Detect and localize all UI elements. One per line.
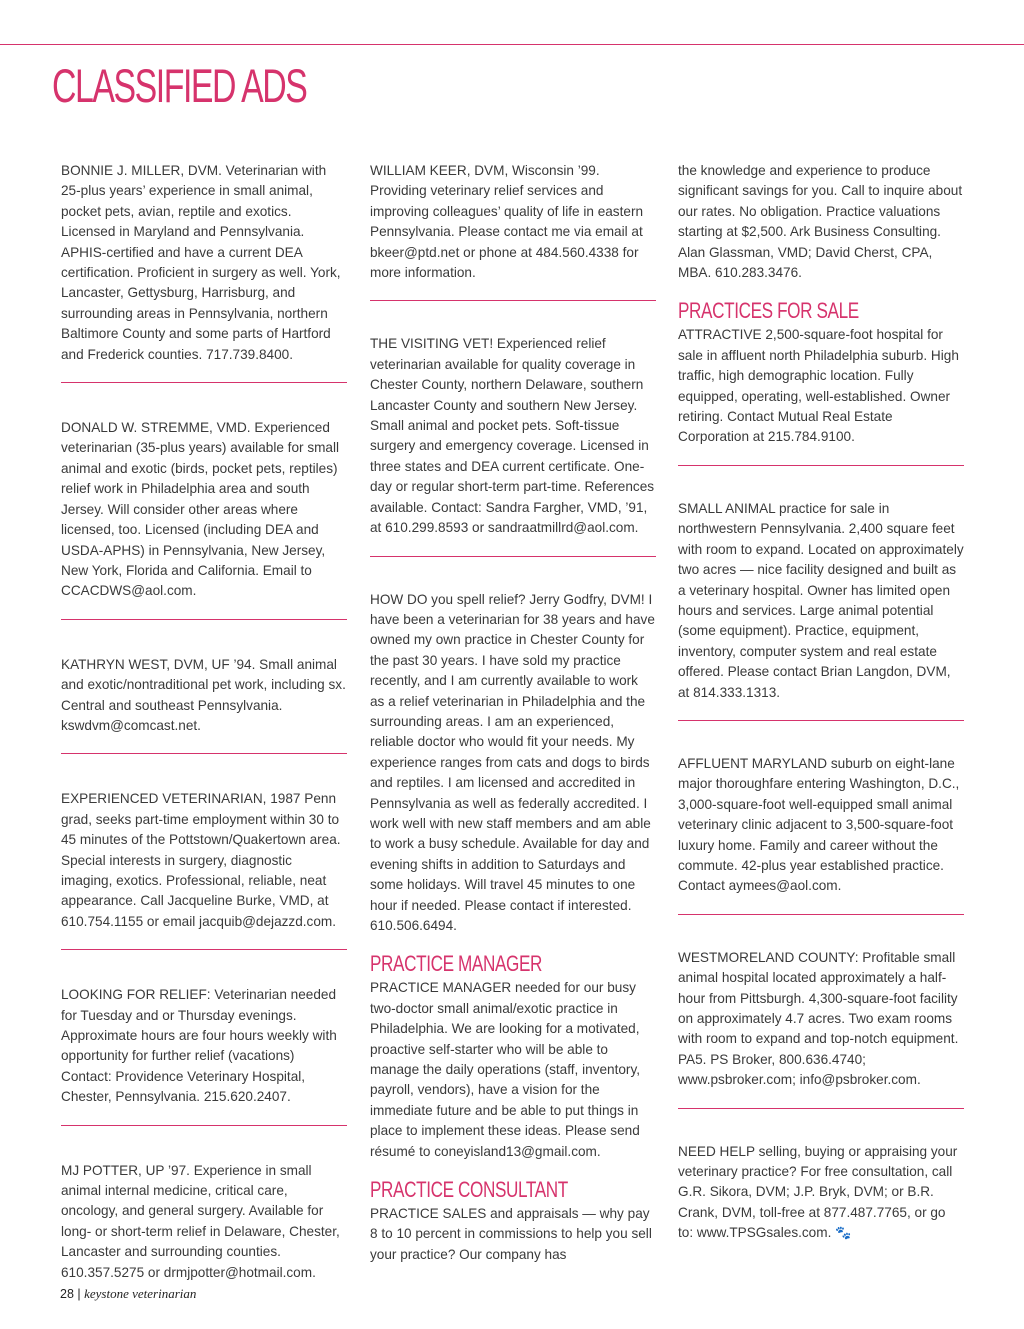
divider <box>678 914 964 915</box>
divider <box>678 1108 964 1109</box>
ad-attractive-hospital: ATTRACTIVE 2,500-square-foot hospital for sale in affluent north Philadelphia suburb. High traffic, high demographic location. Fully equipped, operating, well-established. Owner retiring. Contact Mutual Real Estate Corporation at 215.784.9100. <box>678 327 959 445</box>
ad-donald-stremme: DONALD W. STREMME, VMD. Experienced veterinarian (35-plus years) available for small animal and exotic (birds, pocket pets, reptiles) relief work in Philadelphia area and south Jersey. Will consider other areas where licensed, too. Licensed (including DEA and USDA-APHS) in Pennsylvania, New Jersey, New York, Florida and California. Email to CCACDWS@aol.com. <box>61 420 340 599</box>
top-rule <box>0 44 1024 45</box>
column-1 <box>61 161 347 1283</box>
section-heading-practice-consultant: PRACTICE CONSULTANT <box>370 1177 568 1203</box>
publication-name: keystone veterinarian <box>84 1286 197 1301</box>
ad-mj-potter: MJ POTTER, UP ’97. Experience in small animal internal medicine, critical care, oncology, and general surgery. Available for long- or short-term relief in Delaware, Chester, Lancaster and surrounding counties. 610.357.5275 or drmjpotter@hotmail.com. <box>61 1162 340 1280</box>
ad-jerry-godfry: HOW DO you spell relief? Jerry Godfry, DVM! I have been a veterinarian for 38 years and have owned my own practice in Chester County for the past 30 years. I have sold my practice recently, and I am currently available to work as a relief veterinarian in Philadelphia and the surrounding areas. I am an experienced, reliable doctor who would fit your needs. My experience ranges from cats and dogs to birds and reptiles. I am licensed and accredited in Pennsylvania as well as federally accredited. I work well with new staff members and am able to work a busy schedule. Available for day and evening shifts in addition to Saturdays and some holidays. Will travel 45 minutes to one hour if needed. Please contact if interested. 610.506.6494. <box>370 591 655 933</box>
ad-need-help <box>678 1142 964 1244</box>
divider <box>61 619 347 620</box>
ad-small-animal-practice: SMALL ANIMAL practice for sale in northwestern Pennsylvania. 2,400 square feet with room to expand. Located on approximately two acres — nice facility designed and built as a veterinary hospital. Owner has limited open hours and services. Large animal potential (some equipment). Practice, equipment, inventory, computer system and real estate offered. Please contact Brian Langdon, DVM, at 814.333.1313. <box>678 500 964 700</box>
ad-practice-sales: PRACTICE SALES and appraisals — why pay 8 to 10 percent in commissions to help you sell your practice? Our company has <box>370 1206 652 1262</box>
divider <box>61 949 347 950</box>
spacer <box>678 283 964 297</box>
divider <box>61 1125 347 1126</box>
page-title: CLASSIFIED ADS <box>52 59 307 112</box>
ad-practice-manager: PRACTICE MANAGER needed for our busy two-doctor small animal/exotic practice in Philadelphia. We are looking for a motivated, proactive self-starter who will be able to manage the daily operations (staff, inventory, payroll, vendors), have a vision for the immediate future and be able to put things in place to implement these ideas. Please send résumé to coneyisland13@gmail.com. <box>370 980 641 1159</box>
divider <box>61 753 347 754</box>
column-3 <box>678 161 964 1244</box>
ad-visiting-vet: THE VISITING VET! Experienced relief veterinarian available for quality coverage in Chester County, northern Delaware, southern Lancaster County and southern New Jersey. Small animal and pocket pets. Soft-tissue surgery and emergency coverage. Licensed in three states and DEA current certificate. One-day or regular short-term part-time. References available. Contact: Sandra Fargher, VMD, ’91, at 610.299.8593 or sandraatmillrd@aol.com. <box>370 336 655 536</box>
spacer <box>370 1162 656 1176</box>
divider <box>61 382 347 383</box>
section-heading-practice-manager: PRACTICE MANAGER <box>370 951 543 977</box>
ad-bonnie-miller: BONNIE J. MILLER, DVM. Veterinarian with 25-plus years’ experience in small animal, pocket pets, avian, reptile and exotics. Licensed in Maryland and Pennsylvania. APHIS-certified and have a current DEA certification. Proficient in surgery as well. York, Lancaster, Gettysburg, Harrisburg, and surrounding areas in Pennsylvania, northern Baltimore County and some parts of Hartford and Frederick counties. 717.739.8400. <box>61 163 341 362</box>
paw-icon: 🐾 <box>835 1225 852 1241</box>
ad-kathryn-west: KATHRYN WEST, DVM, UF ’94. Small animal and exotic/nontraditional pet work, including sx. Central and southeast Pennsylvania. kswdvm@comcast.net. <box>61 656 346 733</box>
divider <box>370 556 656 557</box>
page-number: 28 <box>60 1287 74 1301</box>
ad-westmoreland-county: WESTMORELAND COUNTY: Profitable small animal hospital located approximately a half-hour from Pittsburgh. 4,300-square-foot facility on approximately 4.7 acres. Two exam rooms with room to expand and top-notch equipment. PA5. PS Broker, 800.636.4740; www.psbroker.com; info@psbroker.com. <box>678 949 959 1088</box>
ad-experienced-veterinarian: EXPERIENCED VETERINARIAN, 1987 Penn grad, seeks part-time employment within 30 to 45 minutes of the Pottstown/Quakertown area. Special interests in surgery, diagnostic imaging, exotics. Professional, reliable, neat appearance. Call Jacqueline Burke, VMD, at 610.754.1155 or email jacquib@dejazzd.com. <box>61 791 341 929</box>
divider <box>678 720 964 721</box>
footer-separator: | <box>77 1287 81 1301</box>
section-heading-practices-for-sale: PRACTICES FOR SALE <box>678 298 859 324</box>
ad-practice-sales-continued: the knowledge and experience to produce significant savings for you. Call to inquire about our rates. No obligation. Practice valuations starting at $2,500. Ark Business Consulting. Alan Glassman, VMD; David Cherst, CPA, MBA. 610.283.3476. <box>678 163 963 281</box>
ad-looking-for-relief: LOOKING FOR RELIEF: Veterinarian needed for Tuesday and or Thursday evenings. Approximate hours are four hours weekly with opportunity for further relief (vacations) Contact: Providence Veterinary Hospital, Chester, Pennsylvania. 215.620.2407. <box>61 987 337 1105</box>
divider <box>678 465 964 466</box>
spacer <box>370 936 656 950</box>
divider <box>370 300 656 301</box>
ad-affluent-maryland: AFFLUENT MARYLAND suburb on eight-lane major thoroughfare entering Washington, D.C., 3,000-square-foot well-equipped small animal veterinary clinic adjacent to 3,500-square-foot luxury home. Family and career without the commute. 42-plus year established practice. Contact aymees@aol.com. <box>678 755 960 894</box>
column-2 <box>370 161 656 1265</box>
ad-need-help-text: NEED HELP selling, buying or appraising your veterinary practice? For free consultation, call G.R. Sikora, DVM; J.P. Bryk, DVM; or B.R. Crank, DVM, toll-free at 877.487.7765, or go to: www.TPSGsales.com. <box>678 1143 958 1241</box>
page-footer <box>60 1286 196 1302</box>
ad-william-keer: WILLIAM KEER, DVM, Wisconsin ’99. Providing veterinary relief services and improving colleagues’ quality of life in eastern Pennsylvania. Please contact me via email at bkeer@ptd.net or phone at 484.560.4338 for more information. <box>370 163 644 281</box>
